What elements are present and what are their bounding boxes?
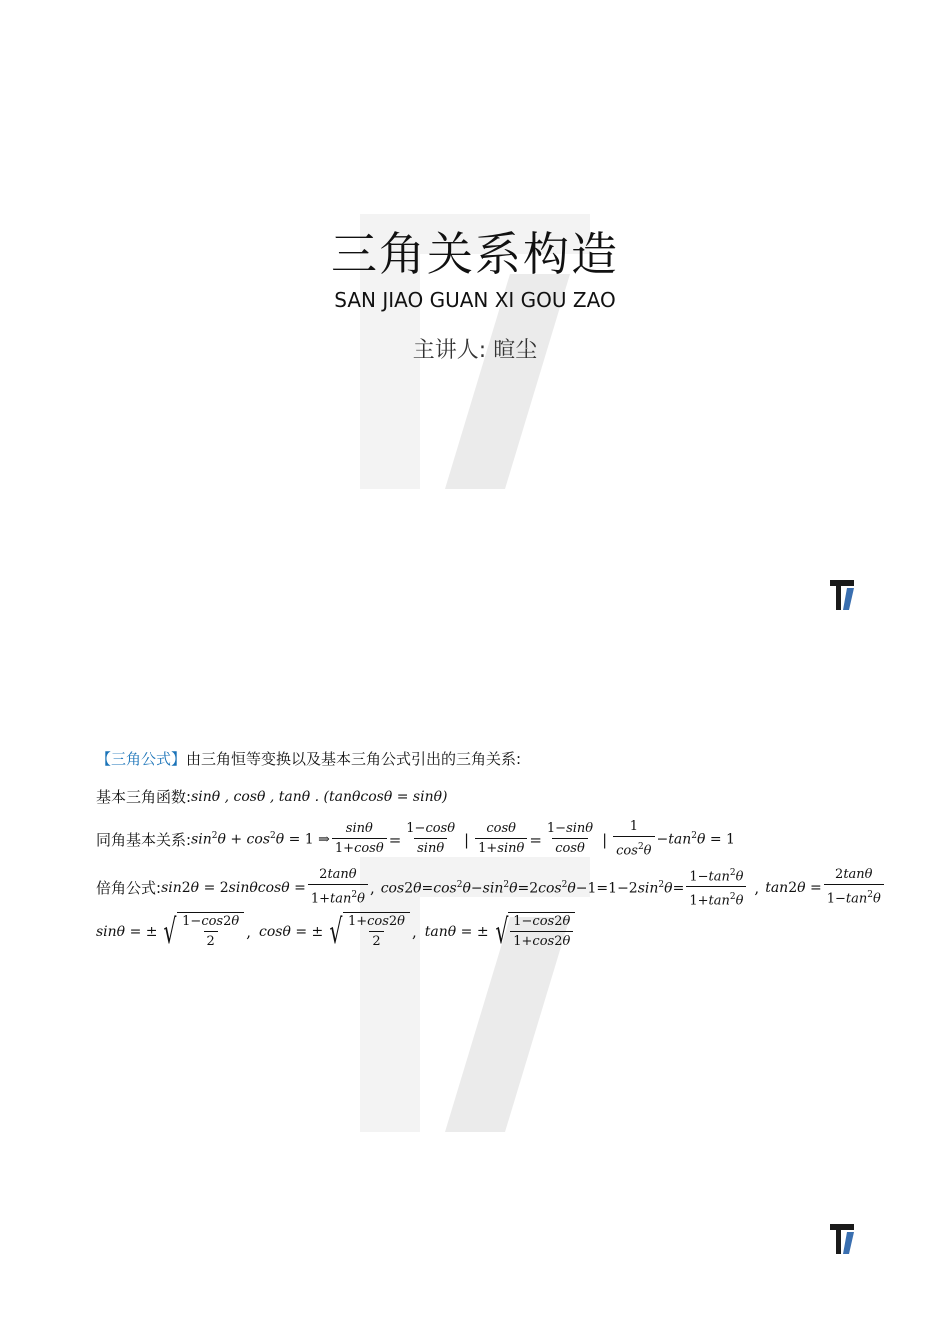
fraction: $\frac{\cos\theta}{1+\sin\theta}$ [475, 820, 527, 859]
fraction: $\frac{\sin\theta}{1+\cos\theta}$ [332, 820, 387, 859]
fraction: $\frac{1-\tan^2\theta}{1+\tan^2\theta}$ [686, 864, 746, 912]
square-root: √ $\frac{1-\cos 2\theta}{2}$ [159, 912, 244, 952]
square-root: √ $\frac{1-\cos 2\theta}{1+\cos 2\theta}$ [491, 912, 576, 952]
basic-functions-line [96, 786, 448, 807]
fraction: $\frac{1-\sin\theta}{\cos\theta}$ [544, 820, 596, 859]
double-angle-line: 倍角公式: sin2θ = 2sinθcosθ = $\frac{2\tan\theta}{1+\tan^2\theta}$ , $\cos 2\theta=\cos^2\theta-\sin^2\theta=2\cos^2\theta-1=1-2\sin^2\theta=$ $\frac{1-\tan^2\theta}{1+\tan^2\theta}$ , tan2θ = $\frac{2\tan\theta}{1-\tan^2\theta}$ [96, 864, 886, 912]
intro-text: 由三角恒等变换以及基本三角公式引出的三角关系: [186, 750, 522, 768]
half-angle-line: sinθ = ± √ $\frac{1-\cos 2\theta}{2}$ , cosθ = ± √ $\frac{1+\cos 2\theta}{2}$ , tanθ = ± √ $\frac{1-\cos 2\theta}{1+\cos 2\theta}$ [96, 912, 577, 952]
same-angle-line: 同角基本关系: $\sin^2\theta + \cos^2\theta = 1$ ⇒ $\frac{\sin\theta}{1+\cos\theta}$ = $\frac{1-\cos\theta}{\sin\theta}$ | $\frac{\cos\theta}{1+\sin\theta}$ = $\frac{1-\sin\theta}{\cos\theta}$ | $\frac{1}{\cos^2\theta}$ $-\tan^2\theta = 1$ [96, 818, 735, 861]
basic-label: 基本三角函数: [96, 788, 192, 806]
square-root: √ $\frac{1+\cos 2\theta}{2}$ [325, 912, 410, 952]
fraction: $\frac{2\tan\theta}{1-\tan^2\theta}$ [824, 866, 884, 909]
same-angle-label: 同角基本关系: [96, 831, 192, 850]
content-page [0, 672, 950, 1344]
section-tag: 【三角公式】 [96, 750, 187, 768]
basic-formula: sinθ , cosθ , tanθ . (tanθcosθ = sinθ) [191, 788, 448, 805]
pythagorean-identity: $\sin^2\theta + \cos^2\theta = 1$ ⇒ [191, 831, 330, 848]
brand-logo-icon [830, 580, 856, 610]
double-angle-label: 倍角公式: [96, 879, 162, 898]
page-title: 三角关系构造 [331, 227, 619, 281]
intro-line [96, 748, 521, 769]
page-subtitle: SAN JIAO GUAN XI GOU ZAO [334, 288, 616, 312]
fraction: $\frac{2\tan\theta}{1+\tan^2\theta}$ [308, 866, 368, 909]
speaker-line: 主讲人: 暄尘 [412, 338, 538, 363]
fraction: $\frac{1}{\cos^2\theta}$ [613, 818, 654, 861]
brand-logo-icon [830, 1224, 856, 1254]
fraction: $\frac{1-\cos\theta}{\sin\theta}$ [403, 820, 458, 859]
